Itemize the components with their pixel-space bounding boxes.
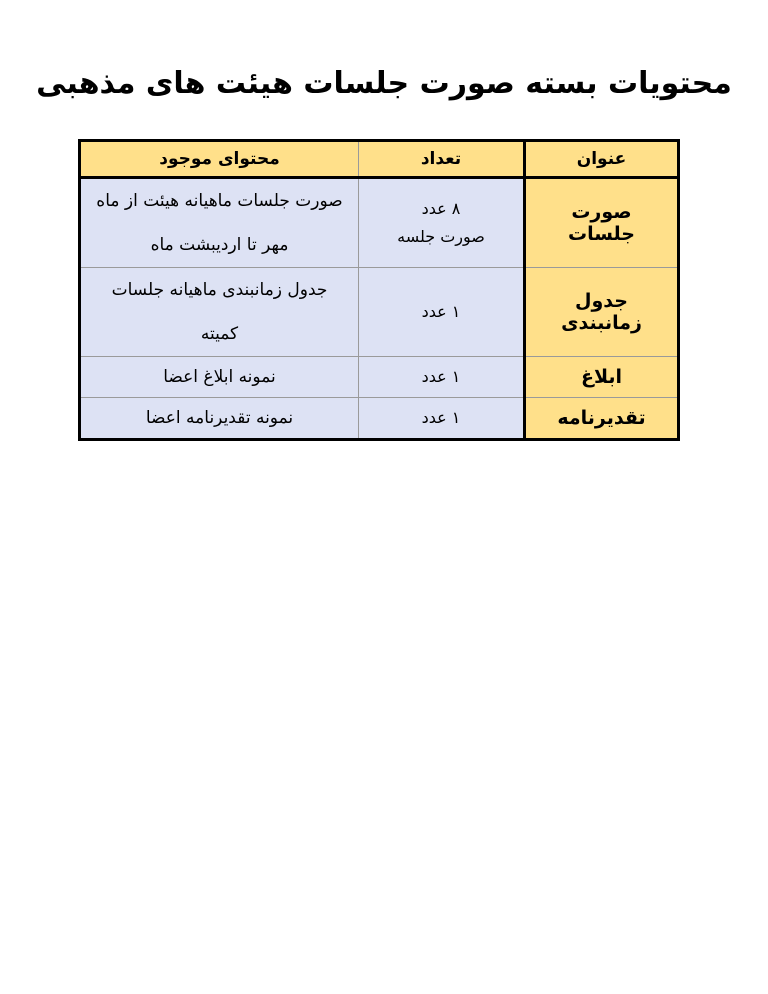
- row-content: جدول زمانبندی ماهیانه جلسات کمیته: [80, 268, 359, 357]
- table-row: [80, 178, 679, 268]
- row-count: ۱ عدد: [359, 398, 525, 440]
- row-count-line2: صورت جلسه: [397, 227, 485, 246]
- header-count: تعداد: [359, 141, 525, 178]
- row-content: نمونه ابلاغ اعضا: [80, 357, 359, 398]
- row-count: ۱ عدد: [359, 357, 525, 398]
- row-title: ابلاغ: [525, 357, 679, 398]
- row-title: جدول زمانبندی: [525, 268, 679, 357]
- row-content: نمونه تقدیرنامه اعضا: [80, 398, 359, 440]
- row-title: صورت جلسات: [525, 178, 679, 268]
- row-title: تقدیرنامه: [525, 398, 679, 440]
- header-title: عنوان: [525, 141, 679, 178]
- table-row: [80, 268, 679, 357]
- table-row: [80, 398, 679, 440]
- header-content: محتوای موجود: [80, 141, 359, 178]
- row-count: [359, 178, 525, 268]
- page-title: محتویات بسته صورت جلسات هیئت های مذهبی: [36, 66, 732, 101]
- row-count-line1: ۸ عدد: [421, 199, 461, 218]
- row-content: صورت جلسات ماهیانه هیئت از ماه مهر تا اردیبشت ماه: [80, 178, 359, 268]
- contents-table: [78, 139, 680, 441]
- table-row: [80, 357, 679, 398]
- row-count: ۱ عدد: [359, 268, 525, 357]
- table-header-row: [80, 141, 679, 178]
